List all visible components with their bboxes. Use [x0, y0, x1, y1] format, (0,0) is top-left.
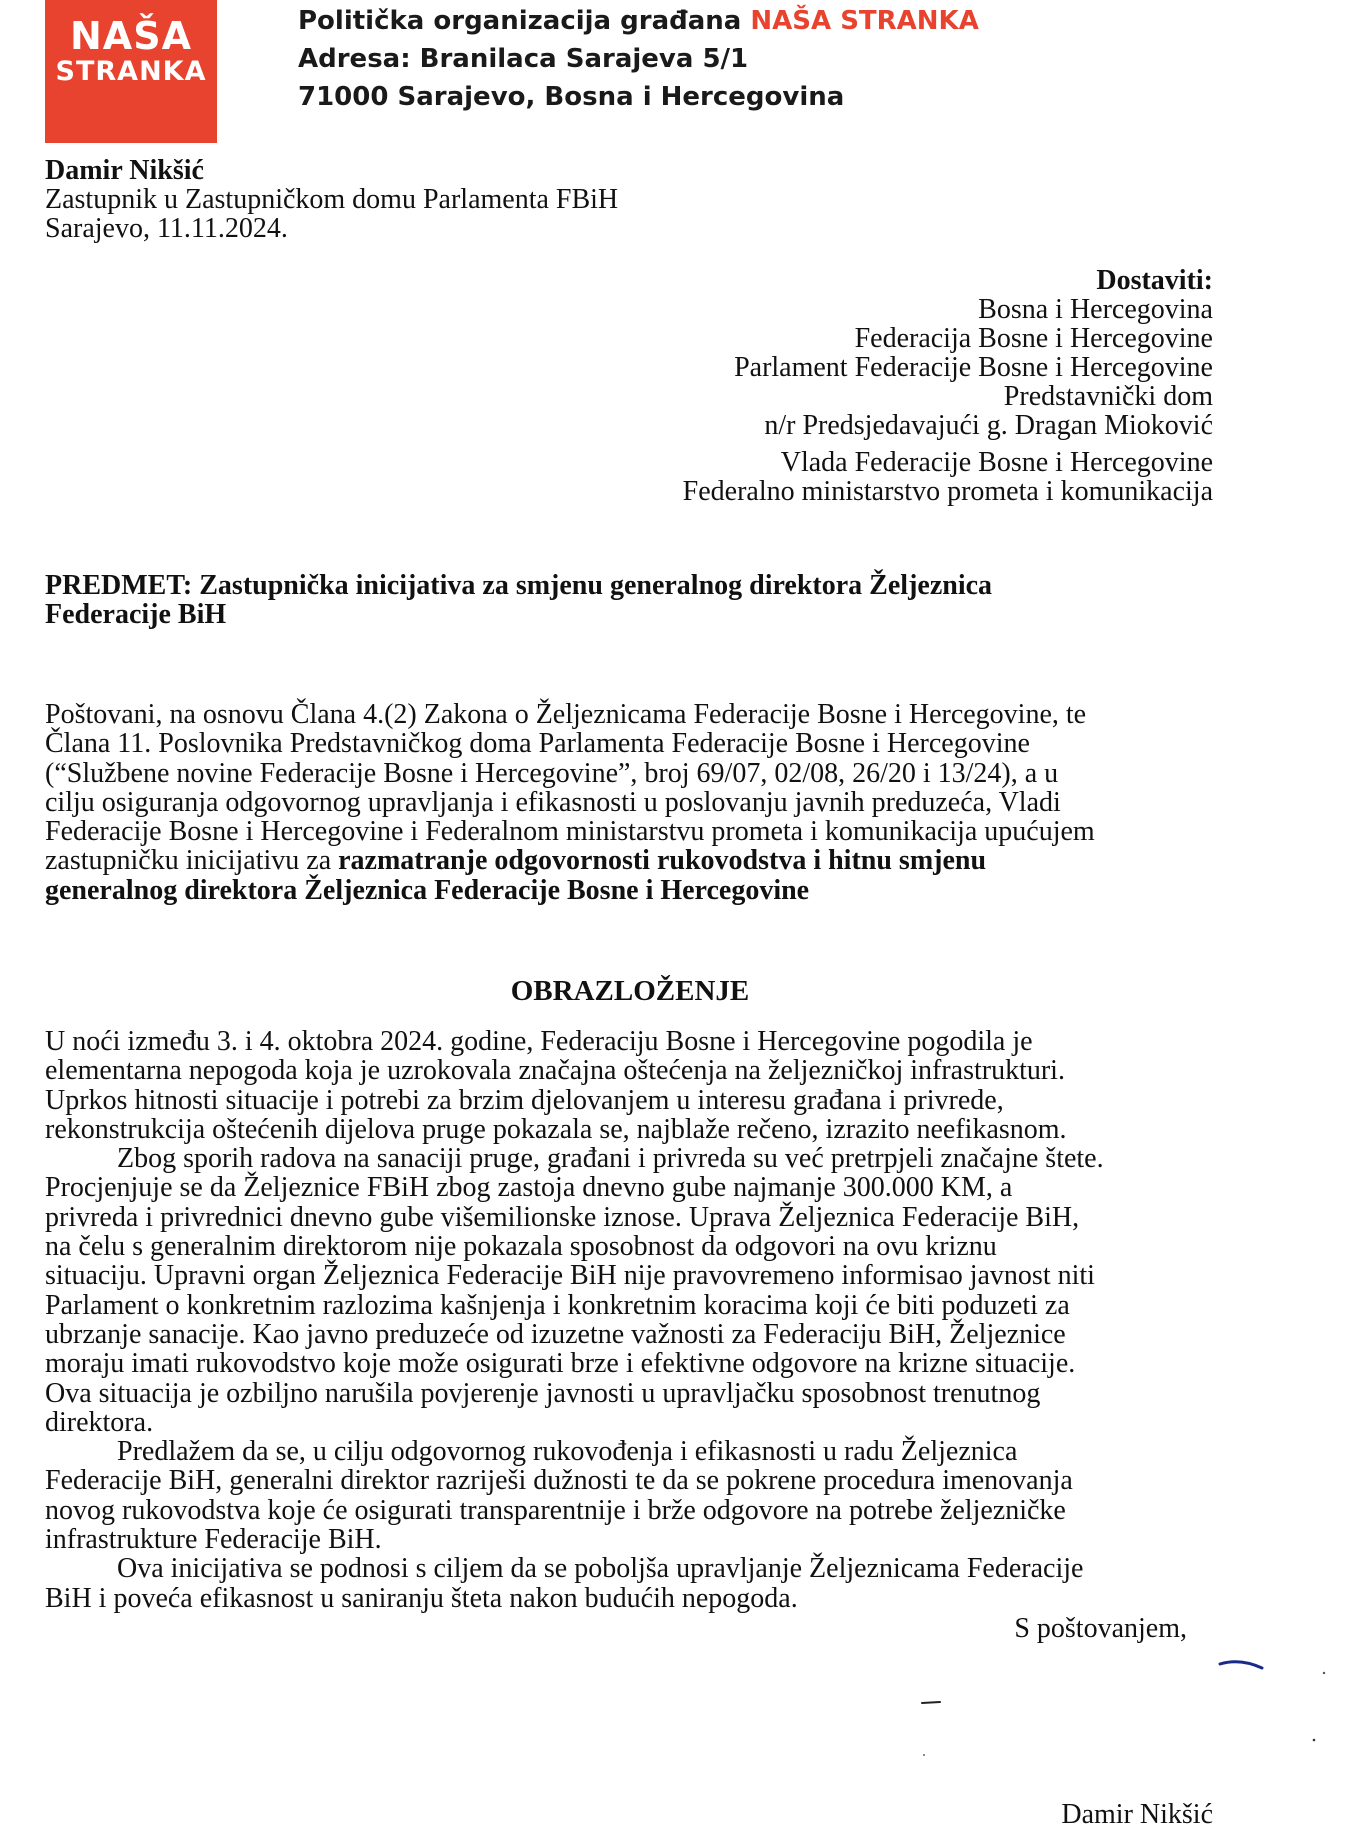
body-line: Ova situacija je ozbiljno narušila povjerenje javnosti u upravljačku sposobnost trenutnog — [45, 1377, 1041, 1409]
recipient-line: Predstavnički dom — [1003, 381, 1213, 412]
body-line: infrastrukture Federacije BiH. — [45, 1524, 382, 1556]
body-line: Zbog sporih radova na sanaciji pruge, građani i privreda su već pretrpjeli značajne štete. — [117, 1143, 1104, 1175]
body-line: Uprkos hitnosti situacije i potrebi za brzim djelovanjem u interesu građana i privrede, — [45, 1084, 1004, 1116]
organization-brand: NAŠA STRANKA — [750, 6, 979, 36]
subject — [45, 571, 1195, 629]
body-line: privreda i privrednici dnevno gube višemilionske iznose. Uprava Željeznica Federacije BiH, — [45, 1201, 1080, 1233]
signer-name: Damir Nikšić — [1061, 1799, 1213, 1830]
paragraph-3 — [45, 1437, 1215, 1554]
recipient-line: n/r Predsjedavajući g. Dragan Mioković — [764, 410, 1213, 441]
paragraph-1 — [45, 1027, 1215, 1144]
reasoning-heading: OBRAZLOŽENJE — [510, 975, 750, 1007]
intro-line — [45, 846, 1215, 875]
body-line: Ova inicijativa se podnosi s ciljem da se poboljša upravljanje Željeznicama Federacije — [117, 1553, 1084, 1585]
body-line: Parlament o konkretnim razlozima kašnjenja i konkretnim koracima koji će biti poduzeti za — [45, 1289, 1070, 1321]
recipients-heading: Dostaviti: — [1096, 265, 1213, 296]
sender-name: Damir Nikšić — [45, 155, 204, 186]
organization-prefix: Politička organizacija građana — [298, 6, 751, 36]
subject-line-1: PREDMET: Zastupnička inicijativa za smjenu generalnog direktora Željeznica — [45, 570, 993, 601]
recipient-line: Vlada Federacije Bosne i Hercegovine — [780, 447, 1213, 478]
organization-line — [298, 2, 979, 40]
place-date: Sarajevo, 11.11.2024. — [45, 213, 288, 244]
recipient-line: Federalno ministarstvo prometa i komunikacija — [682, 476, 1213, 507]
body-line: situaciju. Upravni organ Željeznica Federacije BiH nije pravovremeno informisao javnost niti — [45, 1260, 1095, 1292]
body-line: elementarna nepogoda koja je uzrokovala značajna oštećenja na željezničkoj infrastrukturi. — [45, 1055, 1065, 1087]
intro-line: Člana 11. Poslovnika Predstavničkog doma Parlamenta Federacije Bosne i Hercegovine — [45, 728, 1030, 760]
recipient-line: Parlament Federacije Bosne i Hercegovine — [734, 352, 1213, 383]
sender-block — [45, 156, 618, 243]
intro-line: Poštovani, na osnovu Člana 4.(2) Zakona o Željeznicama Federacije Bosne i Hercegovine, te — [45, 699, 1087, 730]
body-line: Procjenjuje se da Željeznice FBiH zbog zastoja dnevno gube najmanje 300.000 KM, a — [45, 1172, 1013, 1204]
signature-dot — [1323, 1672, 1325, 1674]
signature-dot — [923, 1754, 925, 1756]
handwritten-signature — [900, 1650, 1340, 1790]
address-line-1: Adresa: Branilaca Sarajeva 5/1 — [298, 44, 749, 74]
body-line: Federacije BiH, generalni direktor razriješi dužnosti te da se pokrene procedura imenovanja — [45, 1465, 1073, 1497]
body-line: ubrzanje sanacije. Kao javno preduzeće od izuzetne važnosti za Federaciju BiH, Željeznice — [45, 1318, 1066, 1350]
body-line: na čelu s generalnim direktorom nije pokazala sposobnost da odgovori na ovu kriznu — [45, 1231, 997, 1263]
body-line: rekonstrukcija oštećenih dijelova pruge pokazala se, najblaže rečeno, izrazito neefikasnom. — [45, 1113, 1067, 1145]
closing-salutation: S poštovanjem, — [1014, 1613, 1187, 1644]
signature-stroke — [922, 1702, 940, 1703]
address-line-2: 71000 Sarajevo, Bosna i Hercegovina — [298, 82, 845, 112]
subject-line-2: Federacije BiH — [45, 599, 227, 630]
paragraph-4 — [45, 1554, 1215, 1613]
letterhead — [298, 2, 979, 116]
recipient-line: Federacija Bosne i Hercegovine — [854, 323, 1213, 354]
party-logo — [45, 0, 217, 143]
intro-paragraph — [45, 700, 1215, 905]
recipient-line: Bosna i Hercegovina — [978, 294, 1213, 325]
body-line: BiH i poveća efikasnost u saniranju šteta nakon budućih nepogoda. — [45, 1582, 798, 1614]
logo-line-1: NAŠA — [70, 14, 192, 58]
paragraph-2 — [45, 1144, 1215, 1437]
body-line: U noći između 3. i 4. oktobra 2024. godine, Federaciju Bosne i Hercegovine pogodila je — [45, 1026, 1033, 1057]
signature-stroke — [1220, 1662, 1262, 1668]
intro-line: (“Službene novine Federacije Bosne i Hercegovine”, broj 69/07, 02/08, 26/20 i 13/24), a u — [45, 757, 1059, 789]
intro-line: Federacije Bosne i Hercegovine i Federalnom ministarstvu prometa i komunikacija upućujem — [45, 816, 1095, 848]
body-line: direktora. — [45, 1406, 154, 1438]
body-line: novog rukovodstva koje će osigurati transparentnije i brže odgovore na potrebe željezničke — [45, 1494, 1066, 1526]
reasoning-body — [45, 1027, 1215, 1613]
intro-bold-text: razmatranje odgovornosti rukovodstva i hitnu smjenu — [338, 845, 987, 877]
intro-plain-text: zastupničku inicijativu za — [45, 845, 339, 877]
body-line: Predlažem da se, u cilju odgovornog rukovođenja i efikasnosti u radu Željeznica — [117, 1436, 1018, 1468]
signature-dot — [1313, 1739, 1316, 1742]
recipients-block — [683, 266, 1213, 506]
intro-line: cilju osiguranja odgovornog upravljanja i efikasnosti u poslovanju javnih preduzeća, Vladi — [45, 786, 1061, 818]
body-line: moraju imati rukovodstvo koje može osigurati brze i efektivne odgovore na krizne situacije. — [45, 1348, 1076, 1380]
logo-line-2: STRANKA — [55, 56, 207, 87]
sender-role: Zastupnik u Zastupničkom domu Parlamenta FBiH — [45, 184, 619, 215]
intro-bold-line: generalnog direktora Željeznica Federacije Bosne i Hercegovine — [45, 874, 810, 906]
